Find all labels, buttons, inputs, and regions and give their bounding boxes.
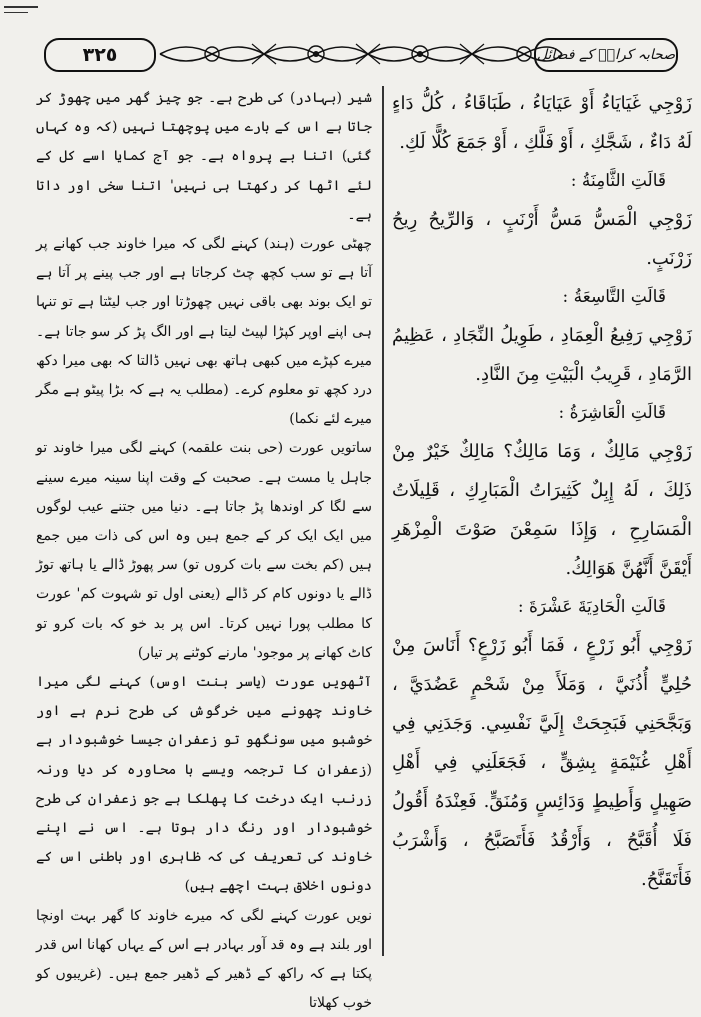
column-divider xyxy=(382,86,384,956)
arabic-verse: زَوْجِي رَفِيعُ الْعِمَادِ ، طَوِيلُ النِّجَادِ ، عَظِيمُ الرَّمَادِ ، قَرِيبُ الْبَيْتِ مِنَ النَّادِ. xyxy=(392,325,692,385)
arabic-verse: زَوْجِي غَيَايَاءُ أَوْ عَيَايَاءُ ، طَبَاقَاءُ ، كُلُّ دَاءٍ لَهُ دَاءٌ ، شَجَّكِ ، أَوْ فَلَّكِ ، أَوْ جَمَعَ كُلًّا لَكِ. xyxy=(392,93,692,153)
urdu-paragraph: ساتویں عورت (حی بنت علقمہ) کہنے لگی میرا خاوند تو جاہل یا مست ہے۔ صحبت کے وقت اپنا سینہ میرے سینے سے لگا کر اوندھا پڑ جاتا ہے۔ دنیا میں جتنے عیب لوگوں میں ایک ایک کر کے جمع ہیں وہ اس کی ذات میں جمع ہیں (کم بخت سے بات کروں تو) سر پھوڑ ڈالے یا ہاتھ توڑ ڈالے یا دونوں کام کر ڈالے (یعنی اول تو شہوت کم' عورت کا مطلب پورا نہیں کرتا۔ اس پر بد خو کہ بات کرو تو کاٹ کھانے پر موجود' مارنے کوٹنے پر تیار) xyxy=(36,440,372,661)
arabic-heading: قَالَتِ الثَّامِنَةُ : xyxy=(570,171,666,191)
arabic-heading: قَالَتِ التَّاسِعَةُ : xyxy=(562,287,666,307)
running-title: صحابہ کرامؓ کے فضائل xyxy=(534,38,678,72)
page-number: ٣٢٥ xyxy=(44,38,156,72)
urdu-paragraph: نویں عورت کہنے لگی کہ میرے خاوند کا گھر بہت اونچا اور بلند ہے وہ قد آور بہادر ہے اس کے یہاں کھانا اس قدر پکتا ہے کہ راکھ کے ڈھیر کے ڈھیر جمع ہیں۔ (غریبوں کو خوب کھلاتا xyxy=(36,907,372,1012)
page-header xyxy=(38,38,684,74)
arabic-heading: قَالَتِ الْحَادِيَةَ عَشْرَةَ : xyxy=(517,597,666,617)
arabic-verse: زَوْجِي مَالِكٌ ، وَمَا مَالِكٌ؟ مَالِكٌ خَيْرٌ مِنْ ذَلِكَ ، لَهُ إِبِلٌ كَثِيرَاتُ الْمَبَارِكِ ، قَلِيلَاتُ الْمَسَارِحِ ، وَإِذَا سَمِعْنَ صَوْتَ الْمِزْهَرِ أَيْقَنَّ أَنَّهُنَّ هَوَالِكُ. xyxy=(392,441,692,579)
arabic-verse: زَوْجِي الْمَسُّ مَسُّ أَرْنَبٍ ، وَالرِّيحُ رِيحُ زَرْنَبٍ. xyxy=(392,209,692,269)
arabic-heading: قَالَتِ الْعَاشِرَةُ : xyxy=(558,403,666,423)
urdu-paragraph: شیر (بہادر) کی طرح ہے۔ جو چیز گھر میں چھوڑ کر جاتا ہے اس کے بارے میں پوچھتا نہیں (کہ وہ کہاں گئی) اتنا بے پرواہ ہے۔ جو آج کمایا اسے کل کے لئے اٹھا کر رکھتا ہی نہیں' اتنا سخی اور داتا ہے۔ xyxy=(36,90,372,223)
header-ornament xyxy=(156,38,566,70)
urdu-paragraph: آٹھویں عورت (یاسر بنت اوس) کہنے لگی میرا خاوند چھونے میں خرگوش کی طرح نرم ہے اور خوشبو میں سونگھو تو زعفران جیسا خوشبودار ہے (زعفران کا ترجمہ ویسے با محاورہ کر دیا ورنہ زرنب ایک درخت کا پھلکا ہے جو زعفران کی طرح خوشبودار اور رنگ دار ہوتا ہے۔ اس نے اپنے خاوند کی تعریف کی کہ ظاہری اور باطنی اس کے دونوں اخلاق بہت اچھے ہیں) xyxy=(36,674,372,895)
urdu-paragraph: چھٹی عورت (ہند) کہنے لگی کہ میرا خاوند جب کھانے پر آتا ہے تو سب کچھ چٹ کرجاتا ہے اور جب پینے پر آتا ہے تو ایک بوند بھی باقی نہیں چھوڑتا اور جب لیٹتا ہے تو تنہا ہی اپنے اوپر کپڑا لپیٹ لیتا ہے اور الگ پڑ کر سو جاتا ہے۔ میرے کپڑے میں کبھی ہاتھ بھی نہیں ڈالتا کہ بھی میرا دکھ درد کچھ تو معلوم کرے۔ (مطلب یہ ہے کہ بڑا پیٹو ہے مگر میرے لئے نکما) xyxy=(36,236,372,428)
arabic-text-column xyxy=(392,84,692,899)
arabic-verse: زَوْجِي أَبُو زَرْعٍ ، فَمَا أَبُو زَرْعٍ؟ أَنَاسَ مِنْ حُلِيٍّ أُذُنَيَّ ، وَمَلَأَ مِنْ شَحْمٍ عَضُدَيَّ ، وَبَجَّحَنِي فَبَجِحَتْ إِلَيَّ نَفْسِي. وَجَدَنِي فِي أَهْلِ غُنَيْمَةٍ بِشِقٍّ ، فَجَعَلَنِي فِي أَهْلِ صَهِيلٍ وَأَطِيطٍ وَدَائِسٍ وَمُنَقٍّ. فَعِنْدَهُ أَقُولُ فَلَا أُقَبَّحُ ، وَأَرْقُدُ فَأَتَصَبَّحُ ، وَأَشْرَبُ فَأَتَقَنَّحُ. xyxy=(392,635,692,890)
urdu-translation-column xyxy=(36,84,372,1017)
scan-corner-mark xyxy=(4,6,38,20)
